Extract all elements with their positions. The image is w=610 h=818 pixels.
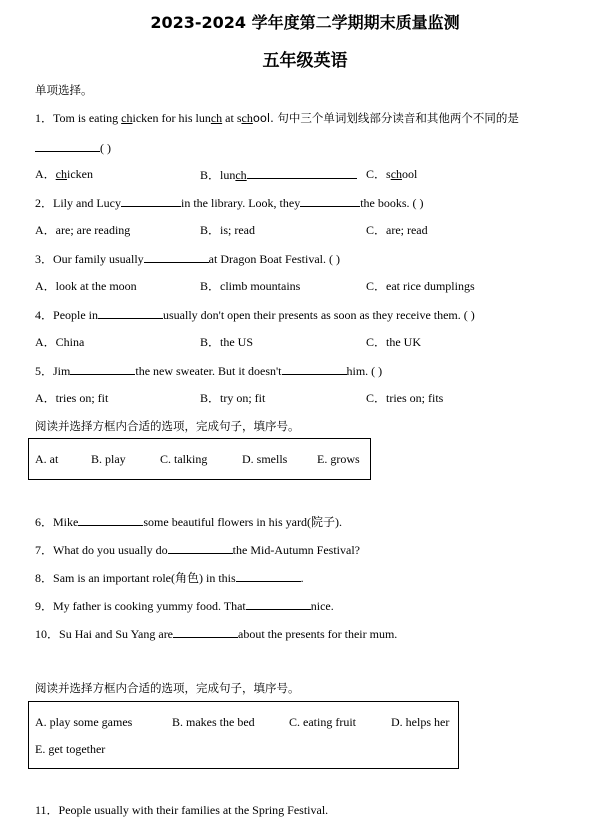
question-number: 6． (35, 515, 54, 529)
option-b[interactable]: B．climb mountains (200, 279, 301, 293)
question-text: about the presents for their mum. (238, 627, 398, 641)
q1-text: at s (222, 111, 242, 125)
option-letter: B． (200, 168, 221, 182)
q1-text: Tom is eating (53, 111, 122, 125)
option-underline: ch (235, 168, 247, 182)
question-text: Mike (53, 515, 79, 529)
answer-blank[interactable] (282, 362, 347, 375)
option-b[interactable]: B．try on; fit (200, 391, 266, 405)
answer-blank[interactable] (168, 541, 233, 554)
page-title: 2023-2024 学年度第二学期期末质量监测 (150, 13, 460, 32)
question-text: My father is cooking yummy food. That (53, 599, 246, 613)
question-text: Su Hai and Su Yang are (59, 627, 174, 641)
answer-blank[interactable] (246, 597, 311, 610)
word-bank-item: D. smells (242, 452, 288, 466)
question-text: him. ( ) (346, 364, 383, 378)
question-text: some beautiful flowers in his yard(院子). (143, 515, 342, 529)
question-3 (35, 250, 340, 267)
word-bank-item: C. eating fruit (289, 715, 356, 729)
question-9 (35, 597, 334, 614)
option-a[interactable]: A．look at the moon (35, 279, 137, 293)
option-underline: ch (390, 167, 403, 181)
question-11-partial: 11．People usually with their families at the Spring Festival. (35, 803, 329, 817)
question-8 (35, 569, 304, 586)
option-c[interactable]: C．tries on; fits (366, 391, 444, 405)
word-bank-item: C. talking (160, 452, 208, 466)
option-a[interactable]: A．China (35, 335, 85, 349)
option-a[interactable]: A．tries on; fit (35, 391, 109, 405)
answer-blank[interactable] (144, 250, 209, 263)
option-a[interactable]: A．are; are reading (35, 223, 131, 237)
question-number: 2． (35, 196, 54, 210)
answer-blank[interactable] (300, 194, 360, 207)
question-number: 9． (35, 599, 54, 613)
option-letter: C． (366, 167, 387, 181)
option-c[interactable]: C．eat rice dumplings (366, 279, 475, 293)
answer-blank[interactable] (78, 513, 143, 526)
section2-heading: 阅读并选择方框内合适的选项，完成句子，填序号。 (35, 419, 300, 433)
answer-blank[interactable] (98, 306, 163, 319)
question-number: 5． (35, 364, 54, 378)
question-number: 8． (35, 571, 54, 585)
question-text: usually don't open their presents as soon as they receive them. ( ) (163, 308, 475, 322)
question-text: the new sweater. But it doesn't (135, 364, 282, 378)
question-7 (35, 541, 360, 558)
question-5 (35, 362, 382, 379)
question-text: What do you usually do (53, 543, 168, 557)
question-number: 7． (35, 543, 54, 557)
word-bank-item: B. play (91, 452, 126, 466)
option-c[interactable] (366, 166, 417, 182)
question-text: Our family usually (53, 252, 144, 266)
answer-blank[interactable] (236, 569, 301, 582)
option-a[interactable] (35, 166, 93, 182)
option-underline: ch (55, 167, 67, 181)
word-bank-box (28, 438, 371, 480)
question-1-answer-line (35, 139, 111, 156)
option-b[interactable]: B．the US (200, 335, 254, 349)
question-number: 1． (35, 111, 54, 125)
word-bank-item: D. helps her (391, 715, 450, 729)
option-c[interactable]: C．are; read (366, 223, 428, 237)
option-text: ool (402, 167, 418, 181)
question-text: Jim (53, 364, 71, 378)
question-text: People in (53, 308, 99, 322)
q1-underline: ch (210, 111, 223, 125)
question-text: . (300, 571, 304, 585)
option-letter: A． (35, 167, 56, 181)
answer-blank[interactable] (35, 139, 100, 152)
question-10 (35, 625, 397, 642)
q1-underline: ch (121, 111, 133, 125)
section3-heading: 阅读并选择方框内合适的选项，完成句子，填序号。 (35, 681, 300, 695)
section1-heading: 单项选择。 (35, 83, 93, 97)
option-c[interactable]: C．the UK (366, 335, 421, 349)
q1-underline: ch (241, 111, 253, 125)
question-text: at Dragon Boat Festival. ( ) (208, 252, 340, 266)
option-blank-line (247, 166, 357, 179)
question-number: 10． (35, 627, 60, 641)
page-subtitle: 五年级英语 (262, 51, 348, 71)
answer-blank[interactable] (173, 625, 238, 638)
word-bank-item: E. grows (317, 452, 360, 466)
word-bank-item: B. makes the bed (172, 715, 255, 729)
question-number: 3． (35, 252, 54, 266)
option-b[interactable] (200, 166, 357, 183)
answer-blank[interactable] (70, 362, 135, 375)
word-bank-box (28, 701, 459, 769)
q1-text: ool. 句中三个单词划线部分读音和其他两个不同的是 (252, 111, 519, 125)
question-text: Sam is an important role(角色) in this (53, 571, 236, 585)
question-text: Lily and Lucy (53, 196, 121, 210)
question-text: nice. (310, 599, 334, 613)
question-1 (35, 110, 519, 126)
answer-blank[interactable] (121, 194, 181, 207)
question-2 (35, 194, 424, 211)
word-bank-item: A. play some games (35, 715, 133, 729)
word-bank-item: A. at (35, 452, 59, 466)
question-4 (35, 306, 475, 323)
option-text: lun (220, 168, 236, 182)
question-6 (35, 513, 342, 530)
question-text: the Mid-Autumn Festival? (232, 543, 360, 557)
question-text: the books. ( ) (360, 196, 424, 210)
answer-paren: ( ) (100, 141, 111, 155)
option-b[interactable]: B．is; read (200, 223, 255, 237)
question-number: 4． (35, 308, 54, 322)
option-text: s (386, 167, 391, 181)
q1-text: icken for his lun (132, 111, 211, 125)
option-text: icken (67, 167, 93, 181)
question-text: in the library. Look, they (181, 196, 301, 210)
word-bank-item: E. get together (35, 742, 106, 756)
